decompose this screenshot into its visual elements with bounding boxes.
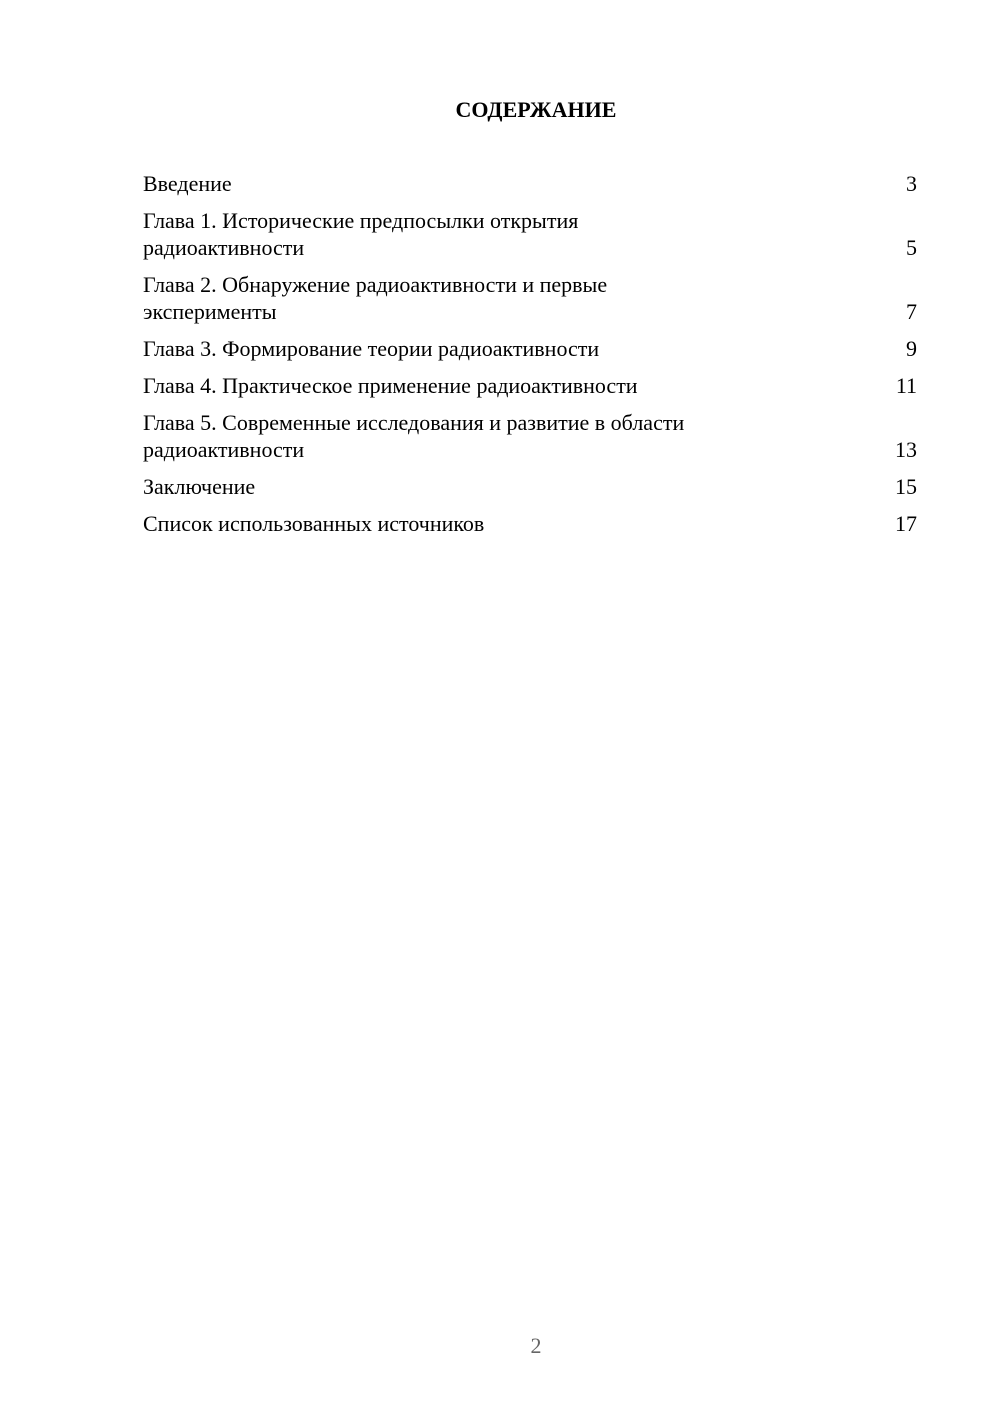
toc-item-chapter-4[interactable] — [143, 372, 917, 399]
table-of-contents — [143, 170, 917, 547]
toc-item-label: Глава 3. Формирование теории радиоактивности — [143, 336, 600, 361]
toc-item-page: 3 — [906, 171, 917, 196]
toc-item-label: Введение — [143, 171, 232, 196]
toc-item-page: 17 — [895, 511, 917, 536]
toc-item-chapter-5[interactable] — [143, 409, 917, 463]
toc-item-introduction[interactable] — [143, 170, 917, 197]
toc-item-page: 15 — [895, 474, 917, 499]
toc-item-references[interactable] — [143, 510, 917, 537]
toc-item-chapter-1[interactable] — [143, 207, 917, 261]
toc-item-page: 13 — [895, 437, 917, 462]
toc-item-page: 9 — [906, 336, 917, 361]
toc-item-chapter-3[interactable] — [143, 335, 917, 362]
toc-item-conclusion[interactable] — [143, 473, 917, 500]
toc-item-label: Глава 2. Обнаружение радиоактивности и первые эксперименты — [143, 272, 608, 324]
toc-item-page: 7 — [906, 299, 917, 324]
toc-item-label: Заключение — [143, 474, 256, 499]
toc-item-chapter-2[interactable] — [143, 271, 917, 325]
toc-item-page: 5 — [906, 235, 917, 260]
toc-item-label: Глава 4. Практическое применение радиоактивности — [143, 373, 638, 398]
toc-item-page: 11 — [895, 373, 917, 398]
toc-item-label: Список использованных источников — [143, 511, 485, 536]
toc-item-label: Глава 1. Исторические предпосылки открытия радиоактивности — [143, 208, 579, 260]
page-number: 2 — [530, 1333, 542, 1358]
page-title: СОДЕРЖАНИЕ — [455, 97, 617, 122]
toc-item-label: Глава 5. Современные исследования и развитие в области радиоактивности — [143, 410, 685, 462]
